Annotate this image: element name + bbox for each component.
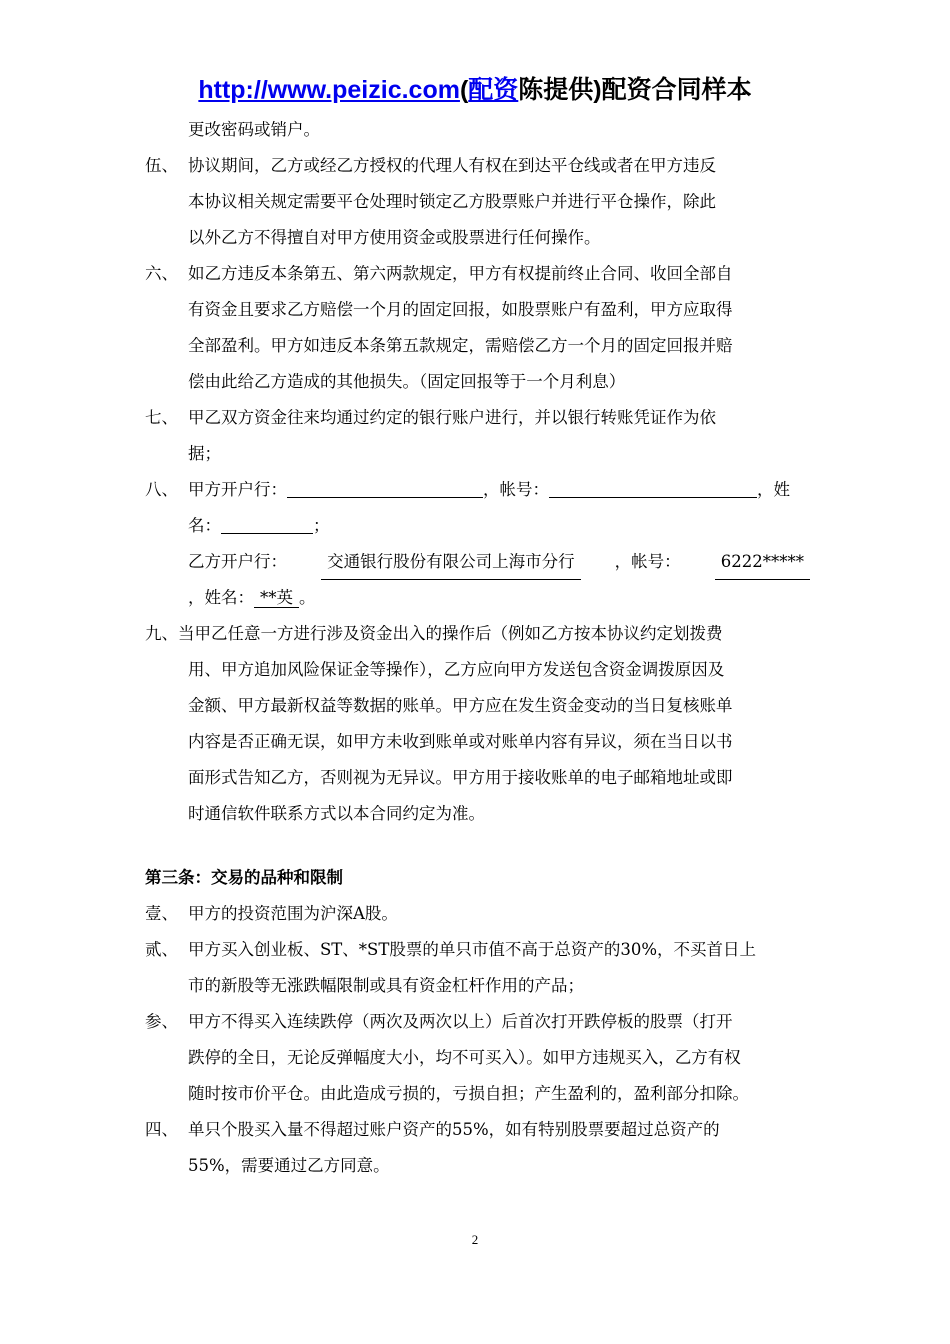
clause-line: 以外乙方不得擅自对甲方使用资金或股票进行任何操作。 [188,228,601,247]
line-end: ； [313,516,330,535]
item-line: 市的新股等无涨跌幅限制或具有资金杠杆作用的产品； [188,976,584,995]
page-number: 2 [471,1232,479,1247]
clause-number: 九、 [145,624,178,643]
clause-text: 协议期间，乙方或经乙方授权的代理人有权在到达平仓线或者在甲方违反 [188,156,716,175]
name-label: ，姓名： [188,588,254,607]
account-label: ，帐号： [483,480,549,499]
clause-text: 如乙方违反本条第五、第六两款规定，甲方有权提前终止合同、收回全部自 [188,264,733,283]
header-link[interactable]: http://www.peizic.com [198,76,460,104]
name-label: 名： [188,516,221,535]
clause-number: 伍、 [145,156,178,175]
clause-line: 用、甲方追加风险保证金等操作），乙方应向甲方发送包含资金调拨原因及 [188,660,725,679]
item-line: 跌停的全日，无论反弹幅度大小，均不可买入）。如甲方违规买入，乙方有权 [188,1048,741,1067]
bank-label: 甲方开户行： [188,480,287,499]
item-1 [145,896,810,932]
clause-8-party-a [145,472,810,508]
party-a-account-field[interactable] [549,475,757,498]
clause-line: 面形式告知乙方，否则视为无异议。甲方用于接收账单的电子邮箱地址或即 [188,768,733,787]
account-label: ，帐号： [614,552,681,571]
item-number: 四、 [145,1120,178,1139]
clause-line: 更改密码或销户。 [188,120,320,139]
item-number: 参、 [145,1012,178,1031]
item-4 [145,1112,810,1148]
clause-text: 当甲乙任意一方进行涉及资金出入的操作后（例如乙方按本协议约定划拨费 [178,624,723,643]
header-paren: ( [459,76,469,104]
party-a-bank-field[interactable] [287,475,483,498]
header-mark[interactable]: 配资 [468,76,519,104]
item-3 [145,1004,810,1040]
clause-line: 全部盈利。甲方如违反本条第五款规定，需赔偿乙方一个月的固定回报并赔 [188,336,733,355]
clause-line: 偿由此给乙方造成的其他损失。（固定回报等于一个月利息） [188,372,626,391]
item-number: 壹、 [145,904,178,923]
clause-line [145,508,810,544]
clause-line [145,580,810,616]
spacer [145,832,810,860]
clause-6 [145,256,810,292]
item-text: 甲方的投资范围为沪深A股。 [188,904,398,923]
party-b-bank-value: 交通银行股份有限公司上海市分行 [321,544,581,580]
item-text: 甲方买入创业板、ST、*ST股票的单只市值不高于总资产的30%，不买首日上 [188,940,757,959]
section-title: 第三条：交易的品种和限制 [145,868,343,887]
clause-7 [145,400,810,436]
clause-line: 时通信软件联系方式以本合同约定为准。 [188,804,485,823]
clause-text: 甲乙双方资金往来均通过约定的银行账户进行，并以银行转账凭证作为依 [188,408,716,427]
document-body [145,112,810,1184]
item-2 [145,932,810,968]
bank-label: 乙方开户行： [188,552,287,571]
header-title: 陈提供)配资合同样本 [518,76,752,104]
item-number: 贰、 [145,940,178,959]
clause-number: 八、 [145,480,178,499]
clause-line: 据； [188,444,221,463]
item-line: 55%，需要通过乙方同意。 [188,1156,390,1175]
party-b-account-value: 6222***** [715,544,810,580]
clause-number: 七、 [145,408,178,427]
item-line: 随时按市价平仓。由此造成亏损的，亏损自担；产生盈利的，盈利部分扣除。 [188,1084,749,1103]
page-header [0,70,950,106]
clause-9 [145,616,810,652]
clause-line: 本协议相关规定需要平仓处理时锁定乙方股票账户并进行平仓操作，除此 [188,192,716,211]
line-end: 。 [299,588,316,607]
name-label: ，姓 [757,480,790,499]
party-b-name-value: **英 [254,588,299,608]
clause-number: 六、 [145,264,178,283]
clause-5 [145,148,810,184]
item-text: 单只个股买入量不得超过账户资产的55%，如有特别股票要超过总资产的 [188,1120,720,1139]
clause-8-party-b [145,544,810,580]
clause-line: 有资金且要求乙方赔偿一个月的固定回报，如股票账户有盈利，甲方应取得 [188,300,733,319]
clause-line: 内容是否正确无误，如甲方未收到账单或对账单内容有异议，须在当日以书 [188,732,733,751]
clause-line: 金额、甲方最新权益等数据的账单。甲方应在发生资金变动的当日复核账单 [188,696,733,715]
party-a-name-field[interactable] [221,511,313,534]
item-text: 甲方不得买入连续跌停（两次及两次以上）后首次打开跌停板的股票（打开 [188,1012,733,1031]
